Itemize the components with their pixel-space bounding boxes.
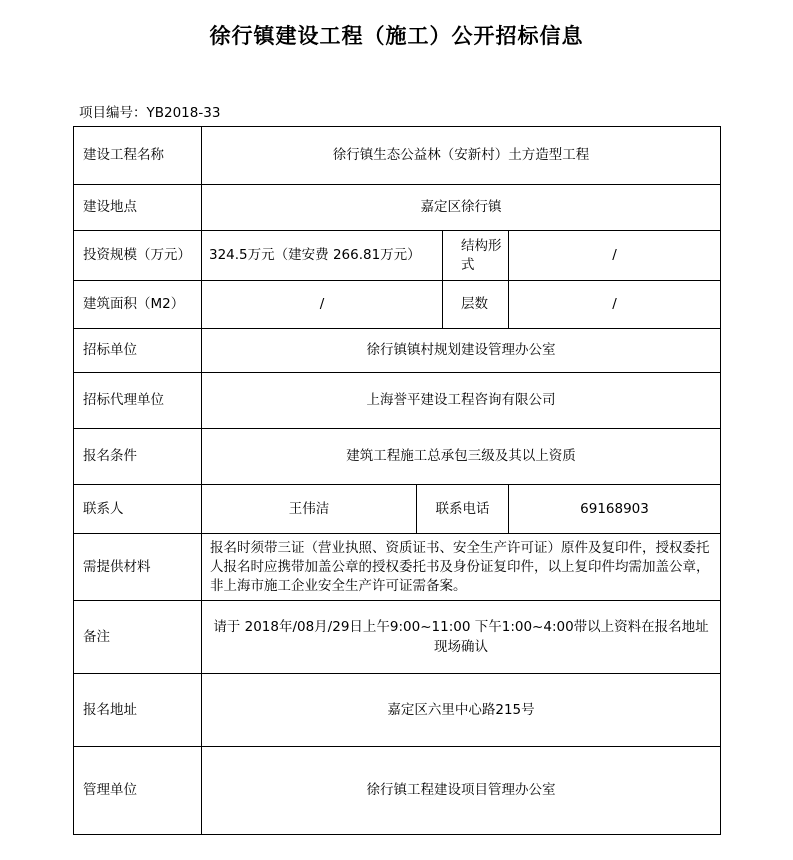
structure-label: 结构形式 [443,231,509,281]
structure-value: / [509,231,721,281]
agent-label: 招标代理单位 [74,373,202,429]
table-row [74,747,721,835]
table-row [74,127,721,185]
reg-address-value: 嘉定区六里中心路215号 [202,674,721,747]
table-row [74,601,721,674]
management-label: 管理单位 [74,747,202,835]
table-row [74,674,721,747]
investment-label: 投资规模（万元） [74,231,202,281]
conditions-label: 报名条件 [74,429,202,485]
management-value: 徐行镇工程建设项目管理办公室 [202,747,721,835]
area-label: 建筑面积（M2） [74,281,202,329]
remarks-label: 备注 [74,601,202,674]
materials-label: 需提供材料 [74,534,202,601]
table-row [74,281,721,329]
table-row [74,373,721,429]
phone-label: 联系电话 [417,485,509,534]
location-value: 嘉定区徐行镇 [202,185,721,231]
contact-label: 联系人 [74,485,202,534]
area-value: / [202,281,443,329]
project-name-label: 建设工程名称 [74,127,202,185]
agent-value: 上海誉平建设工程咨询有限公司 [202,373,721,429]
reg-address-label: 报名地址 [74,674,202,747]
tender-info-table [73,126,721,835]
materials-value: 报名时须带三证（营业执照、资质证书、安全生产许可证）原件及复印件，授权委托人报名时应携带加盖公章的授权委托书及身份证复印件，以上复印件均需加盖公章，非上海市施工企业安全生产许可证需备案。 [202,534,721,601]
tenderer-label: 招标单位 [74,329,202,373]
floors-value: / [509,281,721,329]
phone-value: 69168903 [509,485,721,534]
remarks-value: 请于 2018年/08月/29日上午9:00~11:00 下午1:00~4:00带以上资料在报名地址现场确认 [202,601,721,674]
table-row [74,429,721,485]
location-label: 建设地点 [74,185,202,231]
table-row [74,185,721,231]
investment-value: 324.5万元（建安费 266.81万元） [202,231,443,281]
tenderer-value: 徐行镇镇村规划建设管理办公室 [202,329,721,373]
floors-label: 层数 [443,281,509,329]
contact-value: 王伟洁 [202,485,417,534]
conditions-value: 建筑工程施工总承包三级及其以上资质 [202,429,721,485]
table-row [74,329,721,373]
table-row [74,534,721,601]
table-row [74,231,721,281]
project-number: 项目编号：YB2018-33 [79,105,221,121]
page-title: 徐行镇建设工程（施工）公开招标信息 [209,23,584,48]
project-name-value: 徐行镇生态公益林（安新村）土方造型工程 [202,127,721,185]
table-row [74,485,721,534]
